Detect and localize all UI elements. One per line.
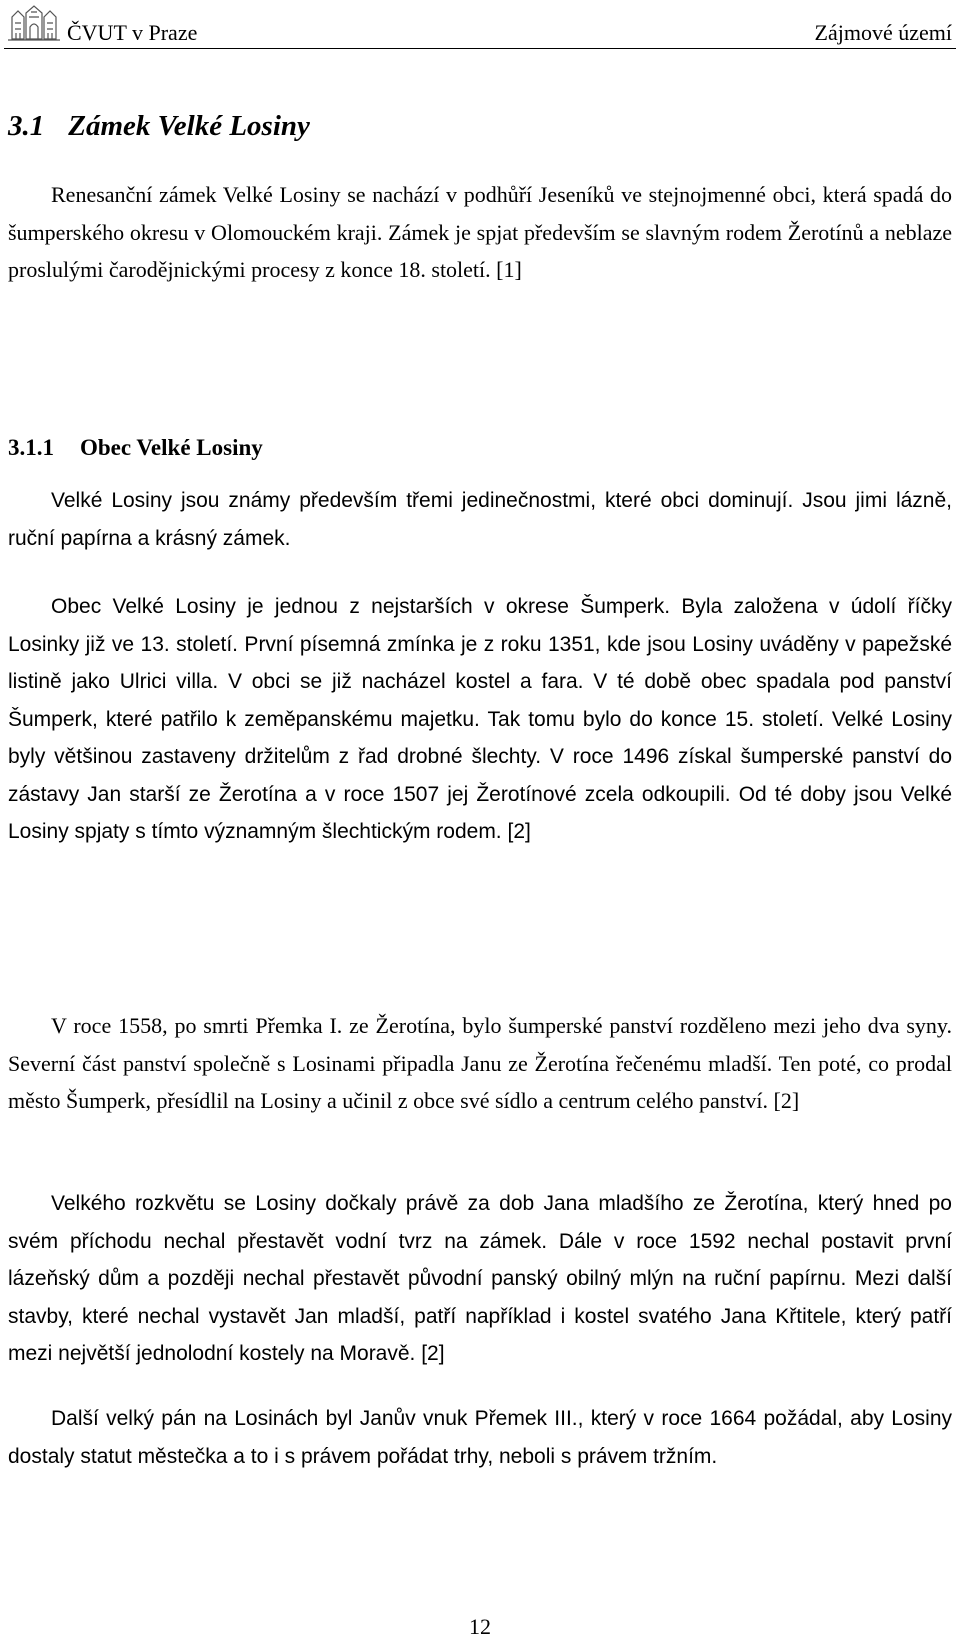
cvut-logo-icon bbox=[6, 3, 62, 43]
header-right-text: Zájmové území bbox=[814, 20, 952, 45]
subsection-title: Obec Velké Losiny bbox=[80, 435, 263, 460]
section-title: Zámek Velké Losiny bbox=[68, 110, 310, 142]
header-left-text: ČVUT v Praze bbox=[67, 20, 198, 45]
section-heading bbox=[8, 108, 310, 144]
paragraph: Velkého rozkvětu se Losiny dočkaly právě za dob Jana mladšího ze Žerotína, který hned po svém příchodu nechal přestavět vodní tvrz na zámek. Dále v roce 1592 nechal postavit první lázeňský dům a později nechal přestavět původní panský obilný mlýn na ruční papírnu. Mezi další stavby, které nechal vystavět Jan mladší, patří například i kostel svatého Jana Křtitele, který patří mezi největší jednolodní kostely na Moravě. [2] bbox=[8, 1192, 952, 1365]
section-intro-paragraph: Renesanční zámek Velké Losiny se nachází v podhůří Jeseníků ve stejnojmenné obci, která spadá do šumperského okresu v Olomouckém kraji. Zámek je spjat především se slavným rodem Žerotínů a neblaze proslulými čarodějnickými procesy z konce 18. století. [1] bbox=[8, 182, 952, 282]
paragraph: V roce 1558, po smrti Přemka I. ze Žerotína, bylo šumperské panství rozděleno mezi jeho dva syny. Severní část panství společně s Losinami připadla Janu ze Žerotína řečenému mladší. Ten poté, co prodal město Šumperk, přesídlil na Losiny a učinil z obce své sídlo a centrum celého panství. [2] bbox=[8, 1013, 952, 1113]
subsection-number: 3.1.1 bbox=[8, 435, 54, 460]
page-header bbox=[4, 0, 956, 49]
paragraph: Další velký pán na Losinách byl Janův vnuk Přemek III., který v roce 1664 požádal, aby Losiny dostaly statut městečka a to i s právem pořádat trhy, neboli s právem tržním. bbox=[8, 1407, 952, 1468]
section-number: 3.1 bbox=[8, 110, 45, 142]
subsection-heading bbox=[8, 433, 263, 463]
paragraph: Velké Losiny jsou známy především třemi jedinečnostmi, které obci dominují. Jsou jimi lázně, ruční papírna a krásný zámek. bbox=[8, 489, 952, 550]
page-number: 12 bbox=[469, 1614, 491, 1639]
paragraph: Obec Velké Losiny je jednou z nejstarších v okrese Šumperk. Byla založena v údolí říčky Losinky již ve 13. století. První písemná zmínka je z roku 1351, kde jsou Losiny uváděny v papežské listině jako Ulrici villa. V obci se již nacházel kostel a fara. V té době obec spadala pod panství Šumperk, které patřilo k zeměpanskému majetku. Tak tomu bylo do konce 15. století. Velké Losiny byly většinou zastaveny držitelům z řad drobné šlechty. V roce 1496 získal šumperské panství do zástavy Jan starší ze Žerotína a v roce 1507 jej Žerotínové zcela odkoupili. Od té doby jsou Velké Losiny spjaty s tímto významným šlechtickým rodem. [2] bbox=[8, 595, 952, 843]
